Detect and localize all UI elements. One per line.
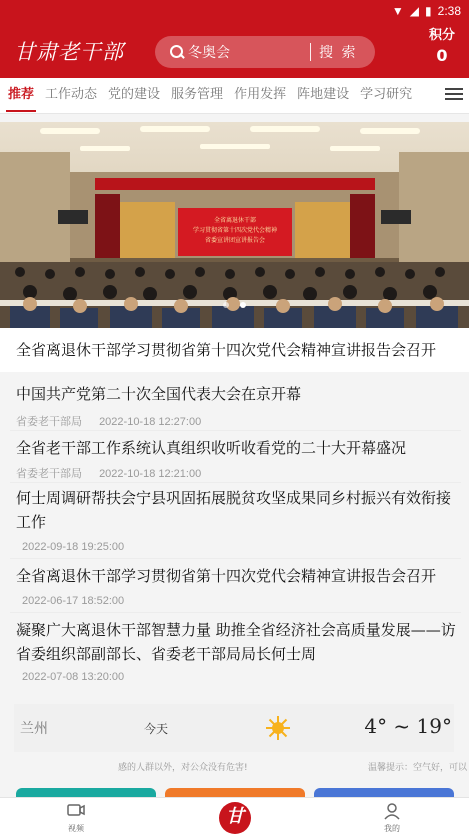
user-icon <box>382 802 402 820</box>
nav-home-logo[interactable]: 甘 <box>219 802 251 834</box>
search-bar[interactable] <box>155 36 375 68</box>
news-meta <box>16 465 201 481</box>
tab-venue[interactable]: 阵地建设 <box>297 86 350 102</box>
divider <box>10 482 461 483</box>
status-bar <box>392 2 461 20</box>
carousel-dot[interactable] <box>223 302 229 308</box>
divider <box>10 430 461 431</box>
nav-video[interactable] <box>66 802 86 834</box>
news-title: 全省老干部工作系统认真组织收听收看党的二十大开幕盛况 <box>16 439 407 457</box>
video-icon <box>66 802 86 820</box>
signal-icon: ◢ <box>409 4 420 18</box>
battery-icon: ▮ <box>425 4 432 18</box>
news-title: 全省离退休干部学习贯彻省第十四次党代会精神宣讲报告会召开 <box>16 567 437 585</box>
search-button[interactable]: 搜 索 <box>319 45 358 61</box>
wifi-icon: ▼ <box>391 4 404 18</box>
bottom-nav <box>0 797 469 835</box>
screen-text-1: 全省离退休干部 <box>213 217 257 224</box>
category-tabs <box>0 78 469 114</box>
points-value: 0 <box>436 46 448 65</box>
search-divider <box>310 43 311 61</box>
app-header <box>0 0 469 78</box>
news-source: 省委老干部局 <box>16 416 82 428</box>
divider <box>10 558 461 559</box>
search-input[interactable]: 冬奥会 <box>188 45 230 61</box>
weather-day: 今天 <box>144 722 169 736</box>
news-time: 2022-06-17 18:52:00 <box>22 595 125 607</box>
points-counter[interactable] <box>429 24 455 65</box>
carousel-dot-active[interactable] <box>240 302 246 308</box>
notice-ticker <box>0 760 469 776</box>
tab-service[interactable]: 服务管理 <box>171 86 224 102</box>
news-title: 凝聚广大离退休干部智慧力量 助推全省经济社会高质量发展——访省委组织部副部长、省委老干部局局长何士周 <box>16 621 456 663</box>
news-time: 2022-10-18 12:21:00 <box>99 468 202 480</box>
news-title: 何士周调研帮扶会宁县巩固拓展脱贫攻坚成果同乡村振兴有效衔接工作 <box>16 489 452 531</box>
screen-text-2: 学习贯彻省第十四次党代会精神 <box>192 227 278 234</box>
ticker-text-left: 感的人群以外，对公众没有危害! <box>118 763 248 773</box>
weather-temp: 4° ~ 19° <box>364 714 452 738</box>
screen-text-3: 省委宣讲团宣讲报告会 <box>204 237 266 244</box>
banner-carousel[interactable] <box>0 122 469 328</box>
news-title: 中国共产党第二十次全国代表大会在京开幕 <box>16 385 302 403</box>
news-source: 省委老干部局 <box>16 468 82 480</box>
search-icon <box>170 45 184 59</box>
app-logo: 甘肃老干部 <box>14 40 124 64</box>
tab-role[interactable]: 作用发挥 <box>234 86 287 102</box>
news-meta <box>22 671 124 683</box>
weather-city: 兰州 <box>20 721 48 737</box>
ticker-text-right: 温馨提示：空气好，可以 <box>368 763 468 773</box>
news-meta <box>22 541 124 553</box>
tab-study[interactable]: 学习研究 <box>360 86 413 102</box>
banner-caption[interactable]: 全省离退休干部学习贯彻省第十四次党代会精神宣讲报告会召开 <box>0 328 469 372</box>
nav-video-label: 视频 <box>68 824 84 833</box>
status-time: 2:38 <box>437 4 461 18</box>
news-time: 2022-10-18 12:27:00 <box>99 416 202 428</box>
news-time: 2022-09-18 19:25:00 <box>22 541 125 553</box>
weather-card[interactable] <box>14 704 454 752</box>
menu-icon[interactable] <box>445 85 463 103</box>
divider <box>10 612 461 613</box>
news-meta <box>16 413 201 429</box>
nav-profile[interactable] <box>382 802 402 834</box>
tab-recommend[interactable]: 推荐 <box>8 78 34 114</box>
news-meta <box>22 595 124 607</box>
tab-work-news[interactable]: 工作动态 <box>45 86 98 102</box>
news-time: 2022-07-08 13:20:00 <box>22 671 125 683</box>
carousel-dots <box>0 293 469 312</box>
points-label: 积分 <box>428 28 455 43</box>
tab-party-building[interactable]: 党的建设 <box>108 86 161 102</box>
nav-profile-label: 我的 <box>384 824 400 833</box>
sun-icon <box>266 716 290 740</box>
